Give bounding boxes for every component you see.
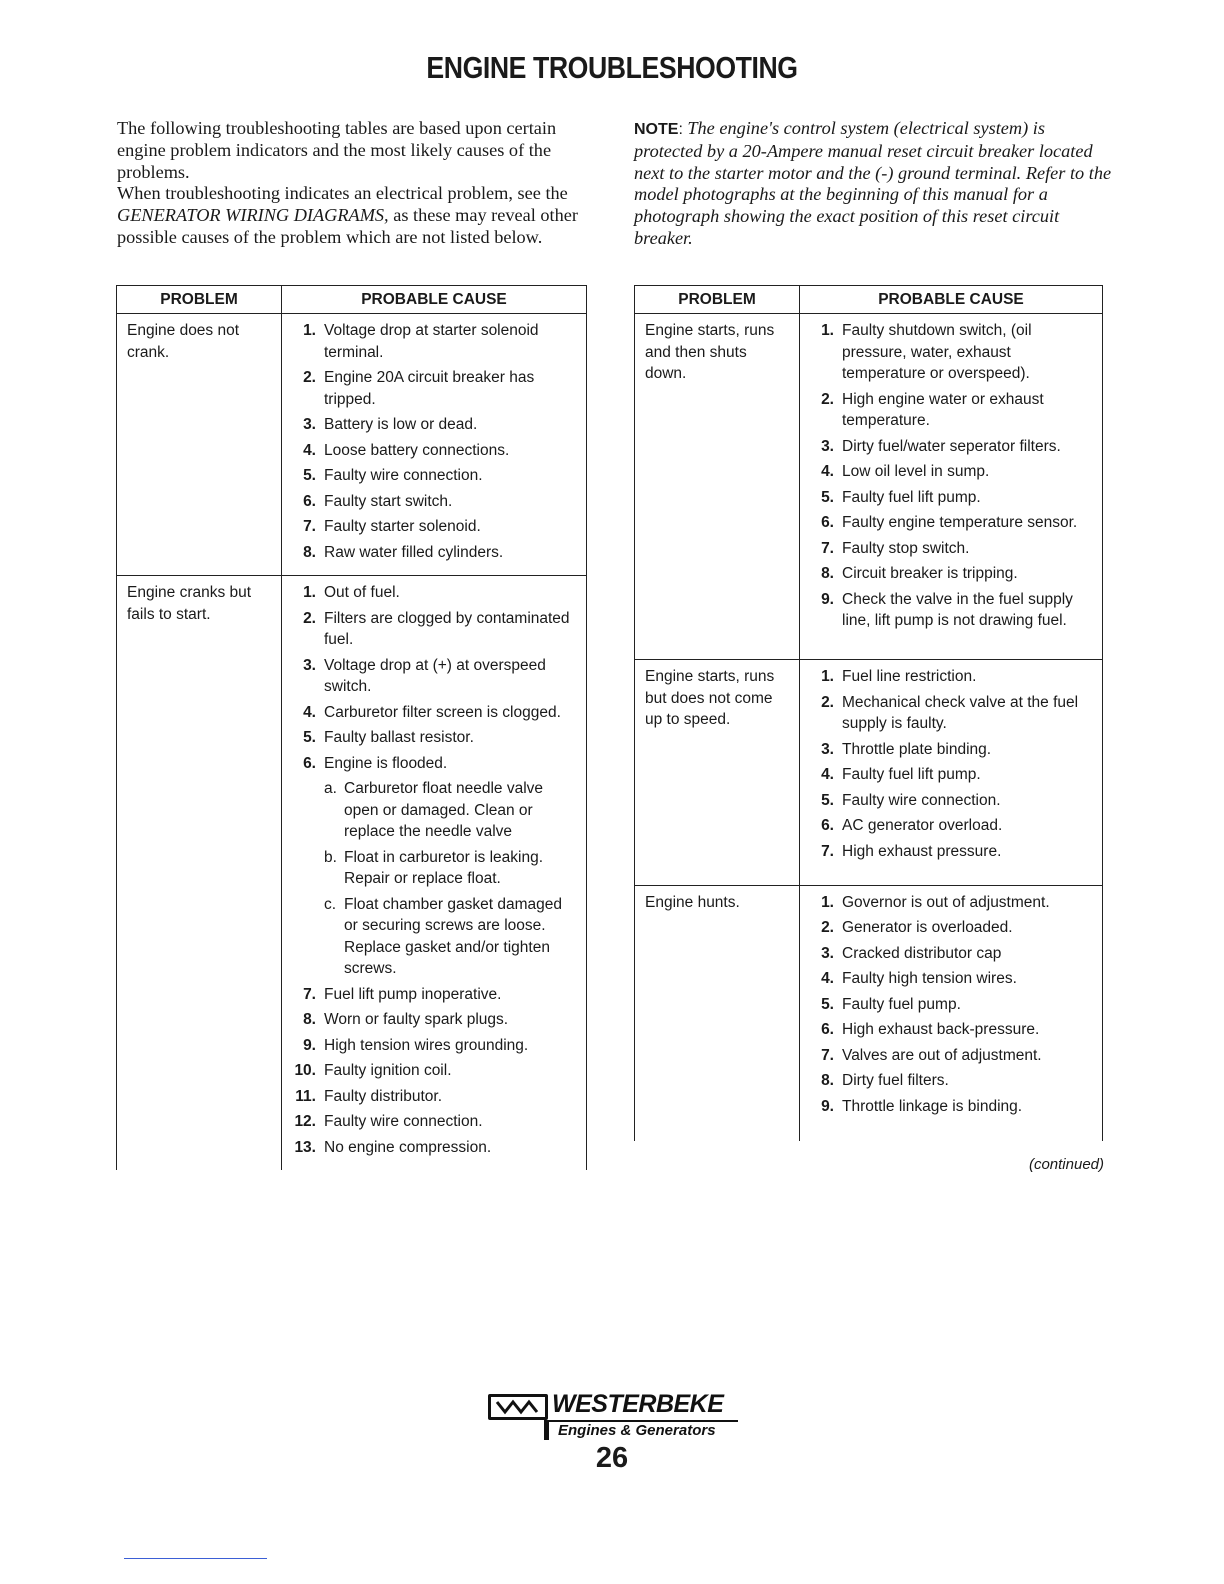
item-text: No engine compression. bbox=[324, 1138, 492, 1156]
list-item bbox=[288, 516, 580, 538]
item-number: 7. bbox=[303, 985, 316, 1003]
item-text: Out of fuel. bbox=[324, 584, 400, 601]
item-text: Faulty ignition coil. bbox=[324, 1062, 452, 1079]
item-number: 5. bbox=[821, 791, 834, 809]
list-item bbox=[806, 461, 1096, 483]
note-text: The engine's control system (electrical system) is protected by a 20-Ampere manual reset circuit breaker located next to the starter motor and the (-) ground terminal. Refer to the model photographs at the beginning of this manual for a photograph showing the exact position of this reset circuit breaker. bbox=[634, 118, 1112, 248]
item-text: Faulty start switch. bbox=[324, 492, 453, 510]
page-number: 26 bbox=[595, 1442, 629, 1474]
item-text: Engine is flooded. bbox=[324, 754, 448, 772]
list-item bbox=[806, 563, 1096, 585]
list-item bbox=[806, 487, 1096, 509]
item-text: Faulty wire connection. bbox=[324, 1113, 483, 1130]
list-item bbox=[288, 414, 580, 436]
intro-paragraph-1: The following troubleshooting tables are based upon certain engine problem indicators and the most likely causes of the problems. bbox=[117, 118, 557, 182]
item-number: 2. bbox=[821, 390, 834, 408]
list-item bbox=[806, 320, 1096, 385]
item-number: 6. bbox=[303, 754, 316, 772]
problem-cell: Engine cranks but fails to start. bbox=[117, 576, 282, 1171]
item-text: Valves are out of adjustment. bbox=[842, 1046, 1042, 1064]
list-item bbox=[288, 1111, 580, 1133]
list-item bbox=[288, 1137, 580, 1159]
item-number: 5. bbox=[821, 995, 834, 1013]
item-text: AC generator overload. bbox=[842, 817, 1003, 835]
logo-tagline: Engines & Generators bbox=[558, 1422, 716, 1439]
list-item bbox=[806, 692, 1096, 735]
header-problem: PROBLEM bbox=[635, 286, 800, 314]
item-text: Faulty ballast resistor. bbox=[324, 729, 474, 746]
item-number: 4. bbox=[821, 766, 834, 784]
problem-cell: Engine hunts. bbox=[635, 885, 800, 1141]
item-number: 3. bbox=[303, 656, 316, 674]
table-row bbox=[635, 314, 1103, 660]
list-item bbox=[288, 320, 580, 363]
item-number: c. bbox=[324, 895, 337, 913]
item-number: 4. bbox=[821, 463, 834, 480]
note-label: NOTE bbox=[634, 121, 679, 138]
item-text: Fuel line restriction. bbox=[842, 668, 977, 686]
list-item bbox=[288, 1035, 580, 1057]
item-text: Faulty high tension wires. bbox=[842, 970, 1017, 988]
item-text: Engine 20A circuit breaker has tripped. bbox=[324, 369, 535, 408]
item-text: Float chamber gasket damaged or securing screws are loose. Replace gasket and/or tighten screws. bbox=[344, 895, 562, 977]
item-text: Faulty wire connection. bbox=[324, 467, 483, 484]
logo-brand: WESTERBEKE bbox=[552, 1390, 724, 1418]
intro-paragraph-2 bbox=[117, 183, 587, 248]
list-item bbox=[288, 465, 580, 487]
list-item bbox=[806, 815, 1096, 837]
list-item bbox=[806, 968, 1096, 990]
item-number: 3. bbox=[303, 416, 316, 433]
item-text: Throttle linkage is binding. bbox=[842, 1097, 1023, 1115]
item-number: 2. bbox=[303, 609, 316, 627]
table-row bbox=[117, 314, 587, 576]
item-number: 1. bbox=[303, 584, 316, 601]
item-text: Worn or faulty spark plugs. bbox=[324, 1011, 509, 1028]
item-text: High tension wires grounding. bbox=[324, 1036, 529, 1054]
list-item bbox=[806, 436, 1096, 458]
item-number: 13. bbox=[294, 1138, 316, 1156]
intro-p2-post: as these may reveal other possible causes of the problem which are not listed below. bbox=[117, 205, 578, 247]
header-probable-cause: PROBABLE CAUSE bbox=[800, 286, 1103, 314]
intro-p2-pre: When troubleshooting indicates an electrical problem, see the bbox=[117, 183, 568, 204]
list-item bbox=[288, 542, 580, 564]
item-text: Faulty fuel pump. bbox=[842, 995, 961, 1013]
item-number: 2. bbox=[821, 693, 834, 711]
item-number: 7. bbox=[821, 842, 834, 860]
footer-rule bbox=[124, 1558, 267, 1559]
item-number: 9. bbox=[821, 590, 834, 608]
list-item bbox=[806, 917, 1096, 939]
item-text: Filters are clogged by contaminated fuel. bbox=[324, 609, 570, 648]
item-text: Governor is out of adjustment. bbox=[842, 893, 1050, 911]
item-text: Carburetor filter screen is clogged. bbox=[324, 703, 561, 721]
item-number: 7. bbox=[821, 539, 834, 557]
item-text: High exhaust pressure. bbox=[842, 842, 1002, 860]
item-number: 6. bbox=[821, 514, 834, 531]
list-item bbox=[288, 727, 580, 749]
item-number: 8. bbox=[821, 565, 834, 582]
list-item bbox=[806, 538, 1096, 560]
item-number: 8. bbox=[821, 1072, 834, 1090]
item-number: 6. bbox=[821, 817, 834, 835]
list-item bbox=[806, 1019, 1096, 1041]
item-number: 5. bbox=[821, 488, 834, 506]
item-text: Faulty starter solenoid. bbox=[324, 518, 481, 535]
item-text: Battery is low or dead. bbox=[324, 416, 478, 433]
item-text: Dirty fuel filters. bbox=[842, 1072, 949, 1090]
item-number: 1. bbox=[821, 322, 834, 339]
item-text: Carburetor float needle valve open or damaged. Clean or replace the needle valve bbox=[344, 780, 544, 840]
item-number: 5. bbox=[303, 467, 316, 484]
table-row bbox=[635, 885, 1103, 1141]
item-text: Cracked distributor cap bbox=[842, 944, 1002, 962]
item-text: Faulty engine temperature sensor. bbox=[842, 514, 1078, 531]
list-item bbox=[806, 790, 1096, 812]
list-item bbox=[806, 943, 1096, 965]
item-text: Fuel lift pump inoperative. bbox=[324, 985, 502, 1003]
item-number: 9. bbox=[303, 1036, 316, 1054]
header-probable-cause: PROBABLE CAUSE bbox=[282, 286, 587, 314]
list-item bbox=[324, 778, 580, 843]
probable-cause-cell bbox=[282, 314, 587, 576]
problem-cell: Engine starts, runs but does not come up to speed. bbox=[635, 660, 800, 885]
item-text: Low oil level in sump. bbox=[842, 463, 990, 480]
list-item bbox=[806, 1096, 1096, 1118]
list-item bbox=[288, 753, 580, 775]
item-number: 3. bbox=[821, 740, 834, 758]
item-number: 6. bbox=[303, 492, 316, 510]
list-item bbox=[806, 666, 1096, 688]
item-text: Float in carburetor is leaking. Repair or replace float. bbox=[344, 848, 544, 887]
problem-cell: Engine starts, runs and then shuts down. bbox=[635, 314, 800, 660]
list-item bbox=[806, 764, 1096, 786]
item-number: 2. bbox=[821, 919, 834, 937]
troubleshooting-table-right bbox=[634, 285, 1103, 1141]
item-text: Loose battery connections. bbox=[324, 441, 510, 459]
item-text: Faulty fuel lift pump. bbox=[842, 488, 981, 506]
item-number: 4. bbox=[303, 441, 316, 459]
item-number: 1. bbox=[821, 893, 834, 911]
item-number: 1. bbox=[303, 322, 316, 339]
list-item bbox=[288, 1009, 580, 1031]
list-item bbox=[806, 892, 1096, 914]
item-number: 8. bbox=[303, 543, 316, 561]
item-text: Check the valve in the fuel supply line, lift pump is not drawing fuel. bbox=[842, 590, 1073, 629]
list-item bbox=[288, 702, 580, 724]
continued-label: (continued) bbox=[1028, 1156, 1104, 1173]
item-number: 11. bbox=[295, 1087, 316, 1105]
header-problem: PROBLEM bbox=[117, 286, 282, 314]
list-item bbox=[806, 739, 1096, 761]
list-item bbox=[288, 1060, 580, 1082]
list-item bbox=[288, 984, 580, 1006]
item-number: 4. bbox=[303, 703, 316, 721]
list-item bbox=[806, 512, 1096, 534]
note-block: NOTE: The engine's control system (electrical system) is protected by a 20-Ampere manual reset circuit breaker located next to the starter motor and the (-) ground terminal. Refer to the model photographs at the beginning of this manual for a photograph showing the exact position of this reset circuit breaker. bbox=[634, 118, 1112, 248]
item-text: Throttle plate binding. bbox=[842, 740, 992, 758]
page-title: ENGINE TROUBLESHOOTING bbox=[426, 50, 798, 85]
item-text: Faulty wire connection. bbox=[842, 791, 1001, 809]
probable-cause-cell bbox=[282, 576, 587, 1171]
item-number: 9. bbox=[821, 1097, 834, 1115]
item-number: 3. bbox=[821, 437, 834, 455]
list-item bbox=[288, 491, 580, 513]
item-text: Faulty fuel lift pump. bbox=[842, 766, 981, 784]
item-text: Dirty fuel/water seperator filters. bbox=[842, 437, 1061, 455]
troubleshooting-table-left bbox=[116, 285, 587, 1170]
item-text: Faulty stop switch. bbox=[842, 539, 970, 557]
list-item bbox=[806, 1070, 1096, 1092]
item-number: 7. bbox=[821, 1046, 834, 1064]
list-item bbox=[806, 994, 1096, 1016]
wiring-diagrams-reference: GENERATOR WIRING DIAGRAMS, bbox=[117, 205, 389, 226]
item-number: a. bbox=[324, 780, 337, 797]
item-number: 4. bbox=[821, 970, 834, 988]
list-item bbox=[324, 894, 580, 980]
item-number: 3. bbox=[821, 944, 834, 962]
intro-text bbox=[117, 118, 587, 249]
item-number: 12. bbox=[294, 1113, 316, 1130]
item-number: b. bbox=[324, 848, 337, 866]
list-item bbox=[324, 847, 580, 890]
item-text: Raw water filled cylinders. bbox=[324, 543, 504, 561]
logo-mark-icon bbox=[488, 1394, 548, 1420]
table-row bbox=[117, 576, 587, 1171]
item-number: 1. bbox=[821, 668, 834, 686]
item-text: Generator is overloaded. bbox=[842, 919, 1013, 937]
item-text: Voltage drop at starter solenoid terminal. bbox=[324, 322, 539, 361]
item-text: Faulty shutdown switch, (oil pressure, water, exhaust temperature or overspeed). bbox=[842, 322, 1032, 382]
list-item bbox=[806, 389, 1096, 432]
item-number: 5. bbox=[303, 729, 316, 746]
probable-cause-cell bbox=[800, 660, 1103, 885]
item-text: Mechanical check valve at the fuel supply is faulty. bbox=[842, 693, 1079, 733]
list-item bbox=[806, 1045, 1096, 1067]
list-item bbox=[288, 608, 580, 651]
list-item bbox=[288, 655, 580, 698]
item-text: High engine water or exhaust temperature. bbox=[842, 390, 1044, 429]
item-text: Faulty distributor. bbox=[324, 1087, 443, 1105]
probable-cause-cell bbox=[800, 885, 1103, 1141]
item-text: High exhaust back-pressure. bbox=[842, 1021, 1040, 1039]
item-number: 2. bbox=[303, 369, 316, 386]
item-number: 8. bbox=[303, 1011, 316, 1028]
problem-cell: Engine does not crank. bbox=[117, 314, 282, 576]
list-item bbox=[288, 440, 580, 462]
list-item bbox=[288, 367, 580, 410]
table-row bbox=[635, 660, 1103, 885]
list-item bbox=[288, 1086, 580, 1108]
westerbeke-logo bbox=[488, 1390, 748, 1442]
item-number: 6. bbox=[821, 1021, 834, 1039]
list-item bbox=[288, 582, 580, 604]
list-item bbox=[806, 841, 1096, 863]
item-text: Circuit breaker is tripping. bbox=[842, 565, 1018, 582]
item-text: Voltage drop at (+) at overspeed switch. bbox=[324, 656, 546, 695]
item-number: 7. bbox=[303, 518, 316, 535]
probable-cause-cell bbox=[800, 314, 1103, 660]
item-number: 10. bbox=[294, 1062, 316, 1079]
list-item bbox=[806, 589, 1096, 632]
